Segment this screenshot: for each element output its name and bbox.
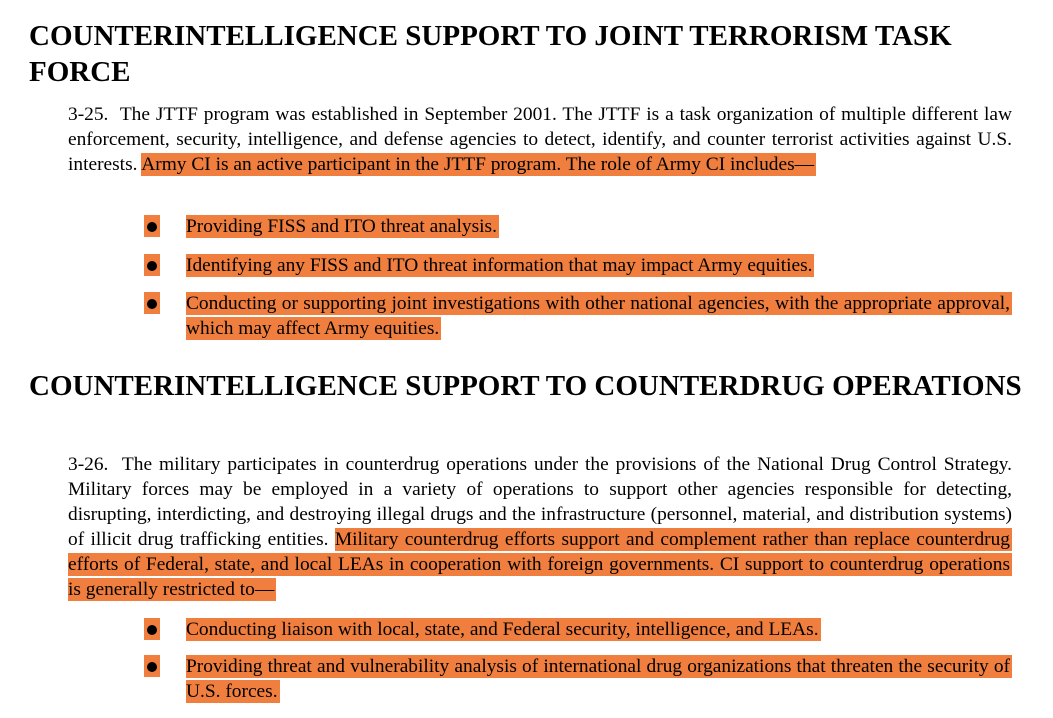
bullet-icon (144, 618, 160, 640)
bullet-text: Conducting liaison with local, state, and Federal security, intelligence, and LEAs. (186, 619, 819, 640)
section-title-counterdrug: COUNTERINTELLIGENCE SUPPORT TO COUNTERDRUG OPERATIONS (29, 370, 1022, 402)
paragraph-number: 3-26. (68, 454, 109, 475)
bullet-icon (144, 254, 160, 276)
list-item (0, 253, 1053, 278)
paragraph-3-25 (68, 102, 1012, 177)
list-item (0, 617, 1053, 642)
list-item (0, 654, 1053, 704)
paragraph-number: 3-25. (68, 104, 109, 125)
bullet-text: Providing threat and vulnerability analysis of international drug organizations that threaten the security of U.S. forces. (186, 656, 1010, 702)
bullet-icon (144, 655, 160, 677)
paragraph-text: The military participates in counterdrug operations under the provisions of the National Drug Control Strategy. Military forces may be employed in a variety of operations to support other agencies responsible for detecting, disrupting, interdicting, and destroying illegal drugs and the infrastructure (personnel, material, and distribution systems) of illicit drug trafficking entities. (68, 454, 1012, 550)
highlighted-text: Army CI is an active participant in the JTTF program. The role of Army CI includes— (141, 154, 815, 175)
highlighted-text: Military counterdrug efforts support and complement rather than replace counterdrug efforts of Federal, state, and local LEAs in cooperation with foreign governments. CI support to counterdrug operations is generally restricted to— (68, 529, 1010, 600)
paragraph-text: The JTTF program was established in September 2001. The JTTF is a task organization of multiple different law enforcement, security, intelligence, and defense agencies to detect, identify, and counter terrorist activities against U.S. interests. (68, 104, 1012, 175)
bullet-icon (144, 292, 160, 314)
bullet-list-counterdrug (0, 617, 1053, 716)
bullet-text: Conducting or supporting joint investigations with other national agencies, with the appropriate approval, which may affect Army equities. (186, 293, 1010, 339)
bullet-text: Identifying any FISS and ITO threat information that may impact Army equities. (186, 255, 813, 276)
list-item (0, 214, 1053, 239)
bullet-icon (144, 215, 160, 237)
list-item (0, 291, 1053, 341)
paragraph-3-26 (68, 452, 1012, 602)
bullet-list-jttf (0, 214, 1053, 355)
bullet-text: Providing FISS and ITO threat analysis. (186, 216, 497, 237)
section-title-jttf: COUNTERINTELLIGENCE SUPPORT TO JOINT TERRORISM TASK FORCE (29, 20, 952, 88)
